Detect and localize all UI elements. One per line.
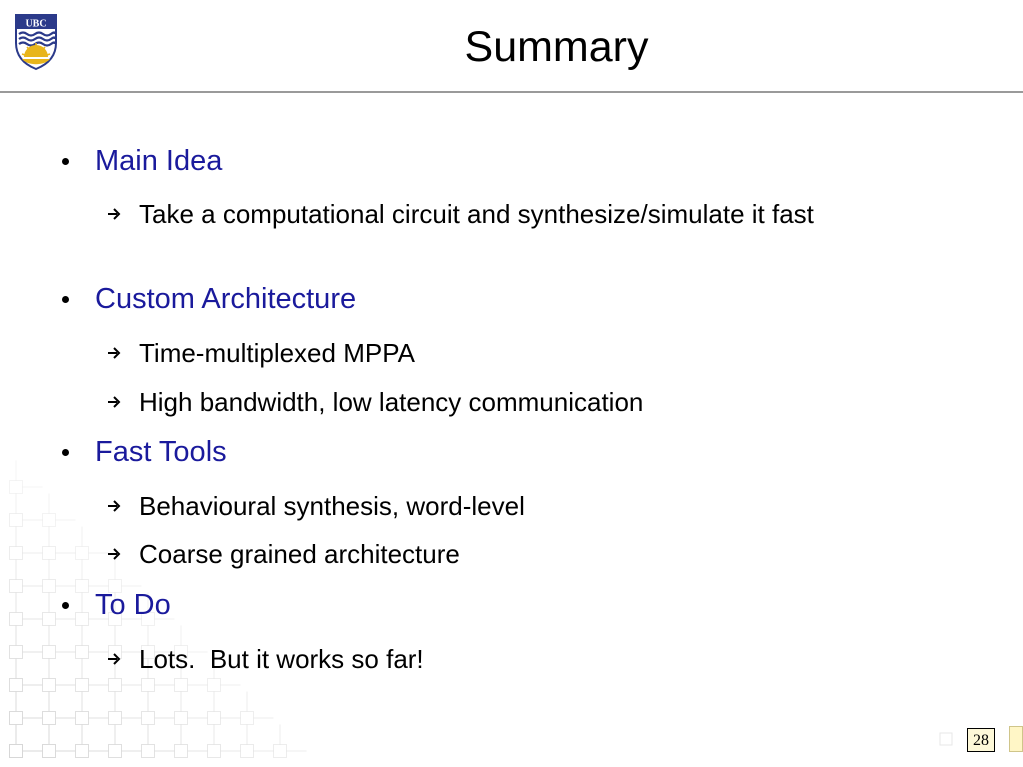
sub-bullet-text: Behavioural synthesis, word-level	[139, 491, 525, 521]
filled-circle-bullet-icon	[62, 158, 69, 165]
bullet-fast-tools	[0, 432, 1023, 472]
bullet-custom-architecture	[0, 279, 1023, 319]
sub-bullet-text: Take a computational circuit and synthesize/simulate it fast	[139, 199, 814, 229]
right-arrow-bullet-icon	[106, 394, 122, 410]
right-arrow-bullet-icon	[106, 651, 122, 667]
sub-bullet-text: Time-multiplexed MPPA	[139, 338, 415, 368]
sub-bullet	[0, 641, 1023, 677]
right-arrow-bullet-icon	[106, 206, 122, 222]
bullet-to-do	[0, 585, 1023, 625]
sub-bullet	[0, 335, 1023, 371]
filled-circle-bullet-icon	[62, 602, 69, 609]
filled-circle-bullet-icon	[62, 296, 69, 303]
bullet-heading: Main Idea	[95, 145, 223, 177]
sub-bullet	[0, 536, 1023, 572]
page-number: 28	[967, 728, 995, 752]
bullet-heading: To Do	[95, 589, 171, 621]
bullet-heading: Custom Architecture	[95, 283, 357, 315]
bullet-heading: Fast Tools	[95, 436, 227, 468]
sub-bullet-text: High bandwidth, low latency communication	[139, 387, 644, 417]
bullet-main-idea	[0, 141, 1023, 181]
svg-text:UBC: UBC	[25, 18, 47, 30]
sub-bullet-text: Coarse grained architecture	[139, 539, 460, 569]
sub-bullet	[0, 488, 1023, 524]
sub-bullet	[0, 196, 1023, 232]
right-arrow-bullet-icon	[106, 546, 122, 562]
slide-title: Summary	[464, 23, 649, 71]
filled-circle-bullet-icon	[62, 449, 69, 456]
sub-bullet-text: Lots. But it works so far!	[139, 644, 424, 674]
sub-bullet	[0, 384, 1023, 420]
right-arrow-bullet-icon	[106, 345, 122, 361]
right-arrow-bullet-icon	[106, 498, 122, 514]
corner-decoration	[1009, 726, 1023, 752]
